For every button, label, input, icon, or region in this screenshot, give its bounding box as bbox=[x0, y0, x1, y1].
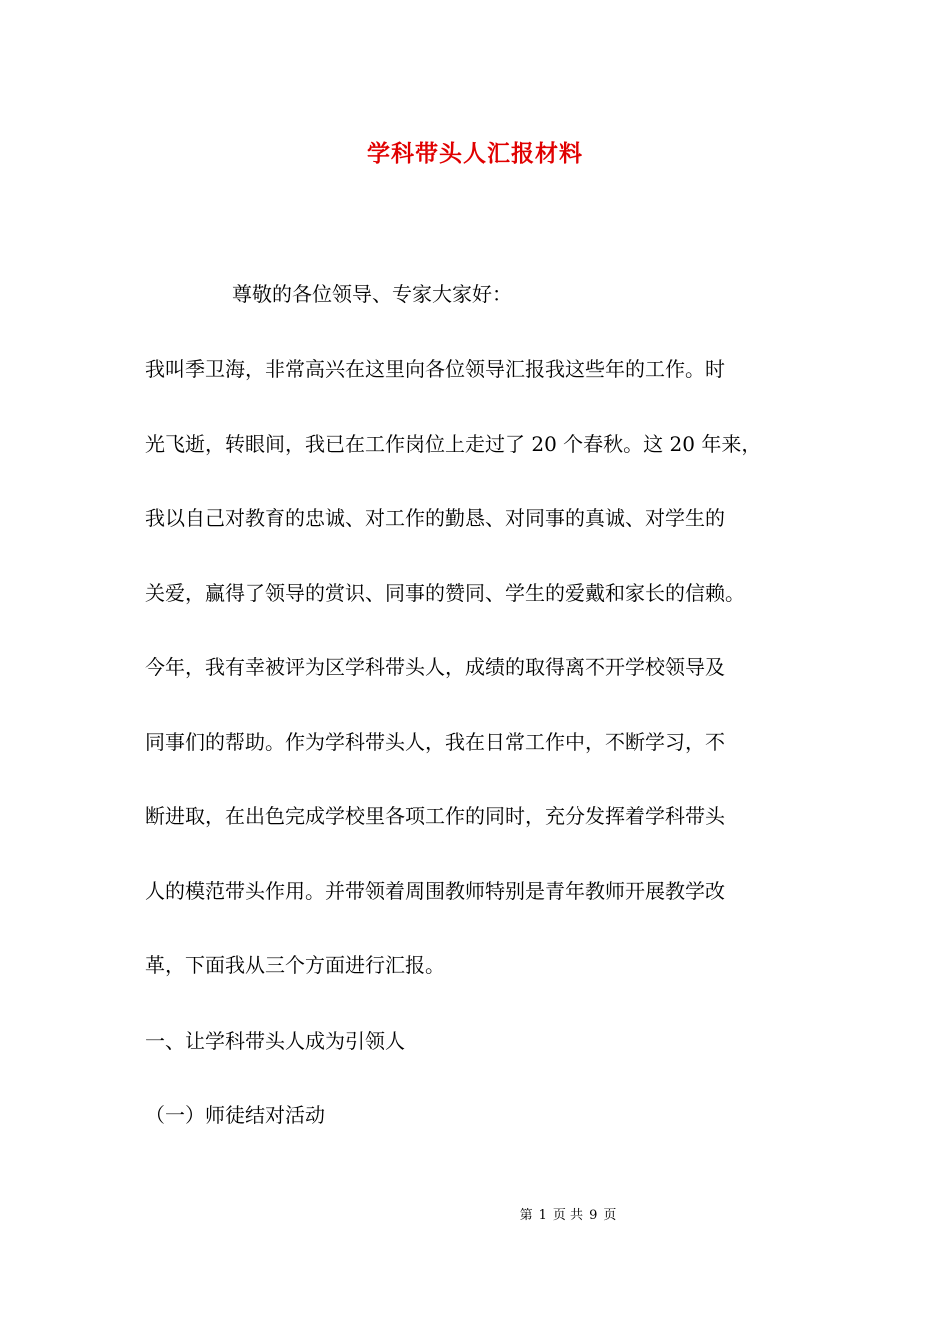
current-page-number: 1 bbox=[538, 1208, 547, 1223]
subsection-heading: （一）师徒结对活动 bbox=[145, 1103, 325, 1127]
page-label-mid: 页 共 bbox=[552, 1208, 584, 1223]
greeting-line: 尊敬的各位领导、专家大家好： bbox=[232, 282, 512, 306]
paragraph-line: 人的模范带头作用。并带领着周围教师特别是青年教师开展教学改 bbox=[145, 878, 725, 903]
paragraph-line: 关爱，赢得了领导的赏识、同事的赞同、学生的爱戴和家长的信赖。 bbox=[145, 580, 745, 605]
paragraph-line: 同事们的帮助。作为学科带头人，我在日常工作中，不断学习，不 bbox=[145, 729, 725, 754]
body-paragraph bbox=[145, 350, 835, 1021]
paragraph-line: 革，下面我从三个方面进行汇报。 bbox=[145, 953, 445, 977]
total-pages-number: 9 bbox=[589, 1208, 598, 1223]
document-title: 学科带头人汇报材料 bbox=[367, 140, 583, 167]
page-label-suffix: 页 bbox=[603, 1208, 617, 1223]
page-footer bbox=[0, 1206, 950, 1226]
paragraph-line: 光飞逝，转眼间，我已在工作岗位上走过了 20 个春秋。这 20 年来， bbox=[145, 431, 762, 456]
paragraph-line: 我以自己对教育的忠诚、对工作的勤恳、对同事的真诚、对学生的 bbox=[145, 506, 725, 530]
paragraph-line: 断进取，在出色完成学校里各项工作的同时，充分发挥着学科带头 bbox=[145, 804, 725, 828]
section-heading: 一、让学科带头人成为引领人 bbox=[145, 1029, 405, 1053]
page-label-prefix: 第 bbox=[519, 1208, 533, 1223]
paragraph-line: 我叫季卫海，非常高兴在这里向各位领导汇报我这些年的工作。时 bbox=[145, 357, 725, 381]
paragraph-line: 今年，我有幸被评为区学科带头人，成绩的取得离不开学校领导及 bbox=[145, 655, 725, 679]
